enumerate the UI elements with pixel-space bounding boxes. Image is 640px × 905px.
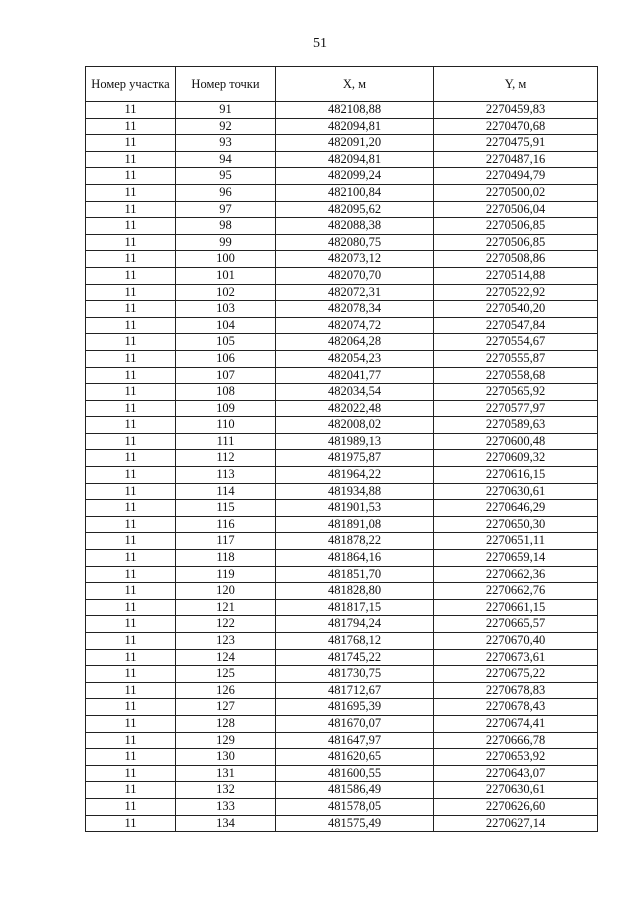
cell-x-coordinate: 482054,23 <box>276 350 434 367</box>
cell-y-coordinate: 2270577,97 <box>434 400 598 417</box>
cell-x-coordinate: 481878,22 <box>276 533 434 550</box>
header-x-coordinate: X, м <box>276 67 434 102</box>
cell-y-coordinate: 2270670,40 <box>434 633 598 650</box>
cell-point-number: 105 <box>176 334 276 351</box>
cell-y-coordinate: 2270500,02 <box>434 184 598 201</box>
cell-x-coordinate: 482074,72 <box>276 317 434 334</box>
cell-point-number: 133 <box>176 798 276 815</box>
cell-point-number: 125 <box>176 666 276 683</box>
cell-plot-number: 11 <box>86 583 176 600</box>
table-row <box>86 301 598 318</box>
cell-point-number: 102 <box>176 284 276 301</box>
cell-x-coordinate: 482070,70 <box>276 267 434 284</box>
cell-x-coordinate: 482034,54 <box>276 384 434 401</box>
cell-plot-number: 11 <box>86 699 176 716</box>
cell-point-number: 107 <box>176 367 276 384</box>
cell-point-number: 110 <box>176 417 276 434</box>
cell-x-coordinate: 482099,24 <box>276 168 434 185</box>
cell-y-coordinate: 2270643,07 <box>434 765 598 782</box>
cell-y-coordinate: 2270600,48 <box>434 433 598 450</box>
table-row <box>86 334 598 351</box>
cell-plot-number: 11 <box>86 367 176 384</box>
table-row <box>86 616 598 633</box>
table-row <box>86 550 598 567</box>
table-row <box>86 450 598 467</box>
cell-plot-number: 11 <box>86 334 176 351</box>
cell-x-coordinate: 481934,88 <box>276 483 434 500</box>
cell-plot-number: 11 <box>86 815 176 832</box>
cell-point-number: 108 <box>176 384 276 401</box>
cell-plot-number: 11 <box>86 301 176 318</box>
cell-point-number: 134 <box>176 815 276 832</box>
cell-y-coordinate: 2270673,61 <box>434 649 598 666</box>
header-plot-number: Номер участка <box>86 67 176 102</box>
cell-point-number: 124 <box>176 649 276 666</box>
cell-point-number: 116 <box>176 516 276 533</box>
table-row <box>86 815 598 832</box>
cell-plot-number: 11 <box>86 350 176 367</box>
table-row <box>86 433 598 450</box>
cell-y-coordinate: 2270662,36 <box>434 566 598 583</box>
table-row <box>86 732 598 749</box>
cell-y-coordinate: 2270616,15 <box>434 467 598 484</box>
cell-point-number: 106 <box>176 350 276 367</box>
cell-point-number: 128 <box>176 715 276 732</box>
cell-x-coordinate: 481575,49 <box>276 815 434 832</box>
cell-point-number: 127 <box>176 699 276 716</box>
cell-plot-number: 11 <box>86 450 176 467</box>
cell-point-number: 92 <box>176 118 276 135</box>
table-row <box>86 583 598 600</box>
cell-plot-number: 11 <box>86 765 176 782</box>
table-row <box>86 798 598 815</box>
coordinates-table <box>85 66 598 832</box>
cell-plot-number: 11 <box>86 384 176 401</box>
table-row <box>86 118 598 135</box>
cell-point-number: 104 <box>176 317 276 334</box>
cell-plot-number: 11 <box>86 782 176 799</box>
cell-plot-number: 11 <box>86 218 176 235</box>
cell-y-coordinate: 2270558,68 <box>434 367 598 384</box>
cell-point-number: 129 <box>176 732 276 749</box>
table-row <box>86 749 598 766</box>
cell-x-coordinate: 482095,62 <box>276 201 434 218</box>
cell-plot-number: 11 <box>86 649 176 666</box>
cell-point-number: 126 <box>176 682 276 699</box>
cell-y-coordinate: 2270470,68 <box>434 118 598 135</box>
cell-plot-number: 11 <box>86 251 176 268</box>
cell-point-number: 131 <box>176 765 276 782</box>
cell-point-number: 98 <box>176 218 276 235</box>
cell-y-coordinate: 2270630,61 <box>434 483 598 500</box>
cell-y-coordinate: 2270589,63 <box>434 417 598 434</box>
cell-x-coordinate: 482022,48 <box>276 400 434 417</box>
cell-plot-number: 11 <box>86 599 176 616</box>
cell-plot-number: 11 <box>86 201 176 218</box>
cell-point-number: 132 <box>176 782 276 799</box>
table-row <box>86 384 598 401</box>
cell-x-coordinate: 482008,02 <box>276 417 434 434</box>
cell-y-coordinate: 2270565,92 <box>434 384 598 401</box>
cell-plot-number: 11 <box>86 715 176 732</box>
cell-point-number: 109 <box>176 400 276 417</box>
cell-point-number: 118 <box>176 550 276 567</box>
cell-x-coordinate: 481989,13 <box>276 433 434 450</box>
cell-y-coordinate: 2270678,83 <box>434 682 598 699</box>
cell-y-coordinate: 2270650,30 <box>434 516 598 533</box>
cell-plot-number: 11 <box>86 682 176 699</box>
cell-x-coordinate: 481768,12 <box>276 633 434 650</box>
cell-x-coordinate: 481670,07 <box>276 715 434 732</box>
cell-plot-number: 11 <box>86 284 176 301</box>
table-row <box>86 251 598 268</box>
cell-x-coordinate: 481794,24 <box>276 616 434 633</box>
cell-x-coordinate: 481864,16 <box>276 550 434 567</box>
cell-plot-number: 11 <box>86 102 176 119</box>
cell-y-coordinate: 2270506,85 <box>434 218 598 235</box>
cell-plot-number: 11 <box>86 135 176 152</box>
cell-x-coordinate: 482080,75 <box>276 234 434 251</box>
cell-x-coordinate: 481851,70 <box>276 566 434 583</box>
cell-x-coordinate: 482078,34 <box>276 301 434 318</box>
header-y-coordinate: Y, м <box>434 67 598 102</box>
cell-y-coordinate: 2270494,79 <box>434 168 598 185</box>
cell-x-coordinate: 482064,28 <box>276 334 434 351</box>
table-row <box>86 234 598 251</box>
cell-y-coordinate: 2270653,92 <box>434 749 598 766</box>
cell-point-number: 119 <box>176 566 276 583</box>
cell-plot-number: 11 <box>86 483 176 500</box>
table-row <box>86 682 598 699</box>
table-row <box>86 102 598 119</box>
cell-plot-number: 11 <box>86 616 176 633</box>
table-row <box>86 350 598 367</box>
cell-plot-number: 11 <box>86 184 176 201</box>
cell-point-number: 130 <box>176 749 276 766</box>
cell-plot-number: 11 <box>86 633 176 650</box>
cell-point-number: 99 <box>176 234 276 251</box>
cell-x-coordinate: 481891,08 <box>276 516 434 533</box>
cell-plot-number: 11 <box>86 317 176 334</box>
cell-plot-number: 11 <box>86 417 176 434</box>
table-row <box>86 467 598 484</box>
table-row <box>86 715 598 732</box>
table-row <box>86 151 598 168</box>
cell-y-coordinate: 2270554,67 <box>434 334 598 351</box>
table-row <box>86 782 598 799</box>
cell-plot-number: 11 <box>86 400 176 417</box>
cell-y-coordinate: 2270609,32 <box>434 450 598 467</box>
table-row <box>86 317 598 334</box>
table-row <box>86 201 598 218</box>
header-point-number: Номер точки <box>176 67 276 102</box>
cell-plot-number: 11 <box>86 533 176 550</box>
table-row <box>86 168 598 185</box>
cell-plot-number: 11 <box>86 467 176 484</box>
cell-x-coordinate: 481620,65 <box>276 749 434 766</box>
cell-point-number: 120 <box>176 583 276 600</box>
cell-point-number: 114 <box>176 483 276 500</box>
cell-y-coordinate: 2270627,14 <box>434 815 598 832</box>
cell-point-number: 117 <box>176 533 276 550</box>
cell-x-coordinate: 482094,81 <box>276 118 434 135</box>
cell-y-coordinate: 2270540,20 <box>434 301 598 318</box>
cell-x-coordinate: 482041,77 <box>276 367 434 384</box>
cell-point-number: 101 <box>176 267 276 284</box>
cell-x-coordinate: 482108,88 <box>276 102 434 119</box>
table-row <box>86 666 598 683</box>
cell-point-number: 94 <box>176 151 276 168</box>
table-row <box>86 184 598 201</box>
table-row <box>86 533 598 550</box>
cell-y-coordinate: 2270626,60 <box>434 798 598 815</box>
cell-x-coordinate: 481600,55 <box>276 765 434 782</box>
cell-x-coordinate: 481586,49 <box>276 782 434 799</box>
table-row <box>86 483 598 500</box>
cell-y-coordinate: 2270661,15 <box>434 599 598 616</box>
cell-plot-number: 11 <box>86 566 176 583</box>
cell-point-number: 113 <box>176 467 276 484</box>
table-row <box>86 500 598 517</box>
cell-y-coordinate: 2270674,41 <box>434 715 598 732</box>
cell-x-coordinate: 482094,81 <box>276 151 434 168</box>
table-row <box>86 765 598 782</box>
table-row <box>86 417 598 434</box>
cell-point-number: 103 <box>176 301 276 318</box>
cell-y-coordinate: 2270555,87 <box>434 350 598 367</box>
cell-point-number: 93 <box>176 135 276 152</box>
cell-plot-number: 11 <box>86 118 176 135</box>
cell-y-coordinate: 2270547,84 <box>434 317 598 334</box>
cell-x-coordinate: 482091,20 <box>276 135 434 152</box>
cell-plot-number: 11 <box>86 168 176 185</box>
cell-plot-number: 11 <box>86 234 176 251</box>
table-body <box>86 102 598 832</box>
cell-y-coordinate: 2270506,85 <box>434 234 598 251</box>
cell-x-coordinate: 481901,53 <box>276 500 434 517</box>
cell-plot-number: 11 <box>86 732 176 749</box>
cell-y-coordinate: 2270630,61 <box>434 782 598 799</box>
cell-x-coordinate: 481730,75 <box>276 666 434 683</box>
cell-y-coordinate: 2270666,78 <box>434 732 598 749</box>
cell-point-number: 96 <box>176 184 276 201</box>
cell-point-number: 97 <box>176 201 276 218</box>
cell-point-number: 95 <box>176 168 276 185</box>
cell-y-coordinate: 2270522,92 <box>434 284 598 301</box>
cell-point-number: 115 <box>176 500 276 517</box>
table-row <box>86 633 598 650</box>
cell-plot-number: 11 <box>86 433 176 450</box>
table-row <box>86 400 598 417</box>
cell-y-coordinate: 2270487,16 <box>434 151 598 168</box>
cell-point-number: 111 <box>176 433 276 450</box>
cell-plot-number: 11 <box>86 550 176 567</box>
cell-x-coordinate: 481745,22 <box>276 649 434 666</box>
cell-x-coordinate: 481578,05 <box>276 798 434 815</box>
cell-point-number: 100 <box>176 251 276 268</box>
cell-x-coordinate: 481828,80 <box>276 583 434 600</box>
cell-y-coordinate: 2270475,91 <box>434 135 598 152</box>
cell-y-coordinate: 2270678,43 <box>434 699 598 716</box>
cell-y-coordinate: 2270508,86 <box>434 251 598 268</box>
table-row <box>86 284 598 301</box>
table-row <box>86 599 598 616</box>
table-row <box>86 367 598 384</box>
cell-y-coordinate: 2270665,57 <box>434 616 598 633</box>
cell-y-coordinate: 2270459,83 <box>434 102 598 119</box>
cell-y-coordinate: 2270646,29 <box>434 500 598 517</box>
cell-x-coordinate: 482088,38 <box>276 218 434 235</box>
cell-plot-number: 11 <box>86 516 176 533</box>
cell-x-coordinate: 481817,15 <box>276 599 434 616</box>
cell-point-number: 91 <box>176 102 276 119</box>
cell-plot-number: 11 <box>86 666 176 683</box>
cell-point-number: 112 <box>176 450 276 467</box>
cell-x-coordinate: 481695,39 <box>276 699 434 716</box>
cell-y-coordinate: 2270662,76 <box>434 583 598 600</box>
table-row <box>86 649 598 666</box>
cell-x-coordinate: 482100,84 <box>276 184 434 201</box>
table-row <box>86 135 598 152</box>
cell-y-coordinate: 2270506,04 <box>434 201 598 218</box>
cell-x-coordinate: 482073,12 <box>276 251 434 268</box>
table-row <box>86 267 598 284</box>
cell-plot-number: 11 <box>86 151 176 168</box>
cell-x-coordinate: 481964,22 <box>276 467 434 484</box>
cell-y-coordinate: 2270675,22 <box>434 666 598 683</box>
cell-point-number: 122 <box>176 616 276 633</box>
cell-x-coordinate: 481647,97 <box>276 732 434 749</box>
table-row <box>86 699 598 716</box>
cell-plot-number: 11 <box>86 500 176 517</box>
table-header-row <box>86 67 598 102</box>
page-number: 51 <box>313 36 327 51</box>
table-row <box>86 566 598 583</box>
table-row <box>86 516 598 533</box>
cell-x-coordinate: 482072,31 <box>276 284 434 301</box>
cell-x-coordinate: 481975,87 <box>276 450 434 467</box>
table-row <box>86 218 598 235</box>
cell-plot-number: 11 <box>86 267 176 284</box>
cell-point-number: 121 <box>176 599 276 616</box>
cell-point-number: 123 <box>176 633 276 650</box>
cell-plot-number: 11 <box>86 749 176 766</box>
cell-y-coordinate: 2270659,14 <box>434 550 598 567</box>
cell-y-coordinate: 2270514,88 <box>434 267 598 284</box>
cell-plot-number: 11 <box>86 798 176 815</box>
cell-y-coordinate: 2270651,11 <box>434 533 598 550</box>
cell-x-coordinate: 481712,67 <box>276 682 434 699</box>
